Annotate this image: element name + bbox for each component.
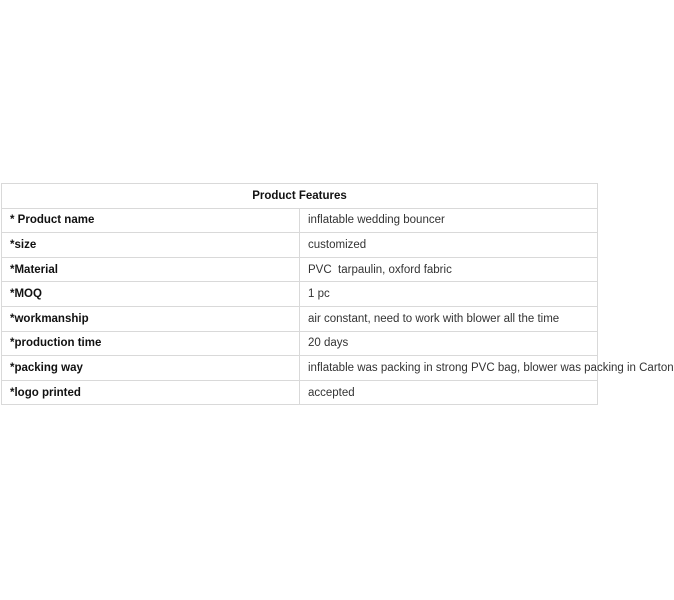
feature-value: air constant, need to work with blower all the time <box>300 306 598 331</box>
feature-value: 20 days <box>300 331 598 356</box>
table-title: Product Features <box>2 184 598 209</box>
feature-label: *logo printed <box>2 380 300 405</box>
table-row <box>2 208 598 233</box>
feature-label: *Material <box>2 257 300 282</box>
table-row <box>2 233 598 258</box>
product-features-table <box>1 183 674 405</box>
feature-label: *workmanship <box>2 306 300 331</box>
table-row <box>2 356 598 381</box>
feature-label: *size <box>2 233 300 258</box>
table-row <box>2 331 598 356</box>
feature-label: * Product name <box>2 208 300 233</box>
feature-label: *packing way <box>2 356 300 381</box>
feature-value: 1 pc <box>300 282 598 307</box>
feature-value: accepted <box>300 380 598 405</box>
table-header-row <box>2 184 598 209</box>
table-row <box>2 306 598 331</box>
feature-label: *MOQ <box>2 282 300 307</box>
feature-value: PVC tarpaulin, oxford fabric <box>300 257 598 282</box>
feature-value: inflatable was packing in strong PVC bag, blower was packing in Carton <box>300 356 598 381</box>
table-row <box>2 257 598 282</box>
feature-value: inflatable wedding bouncer <box>300 208 598 233</box>
table-row <box>2 282 598 307</box>
feature-value: customized <box>300 233 598 258</box>
table-row <box>2 380 598 405</box>
feature-label: *production time <box>2 331 300 356</box>
